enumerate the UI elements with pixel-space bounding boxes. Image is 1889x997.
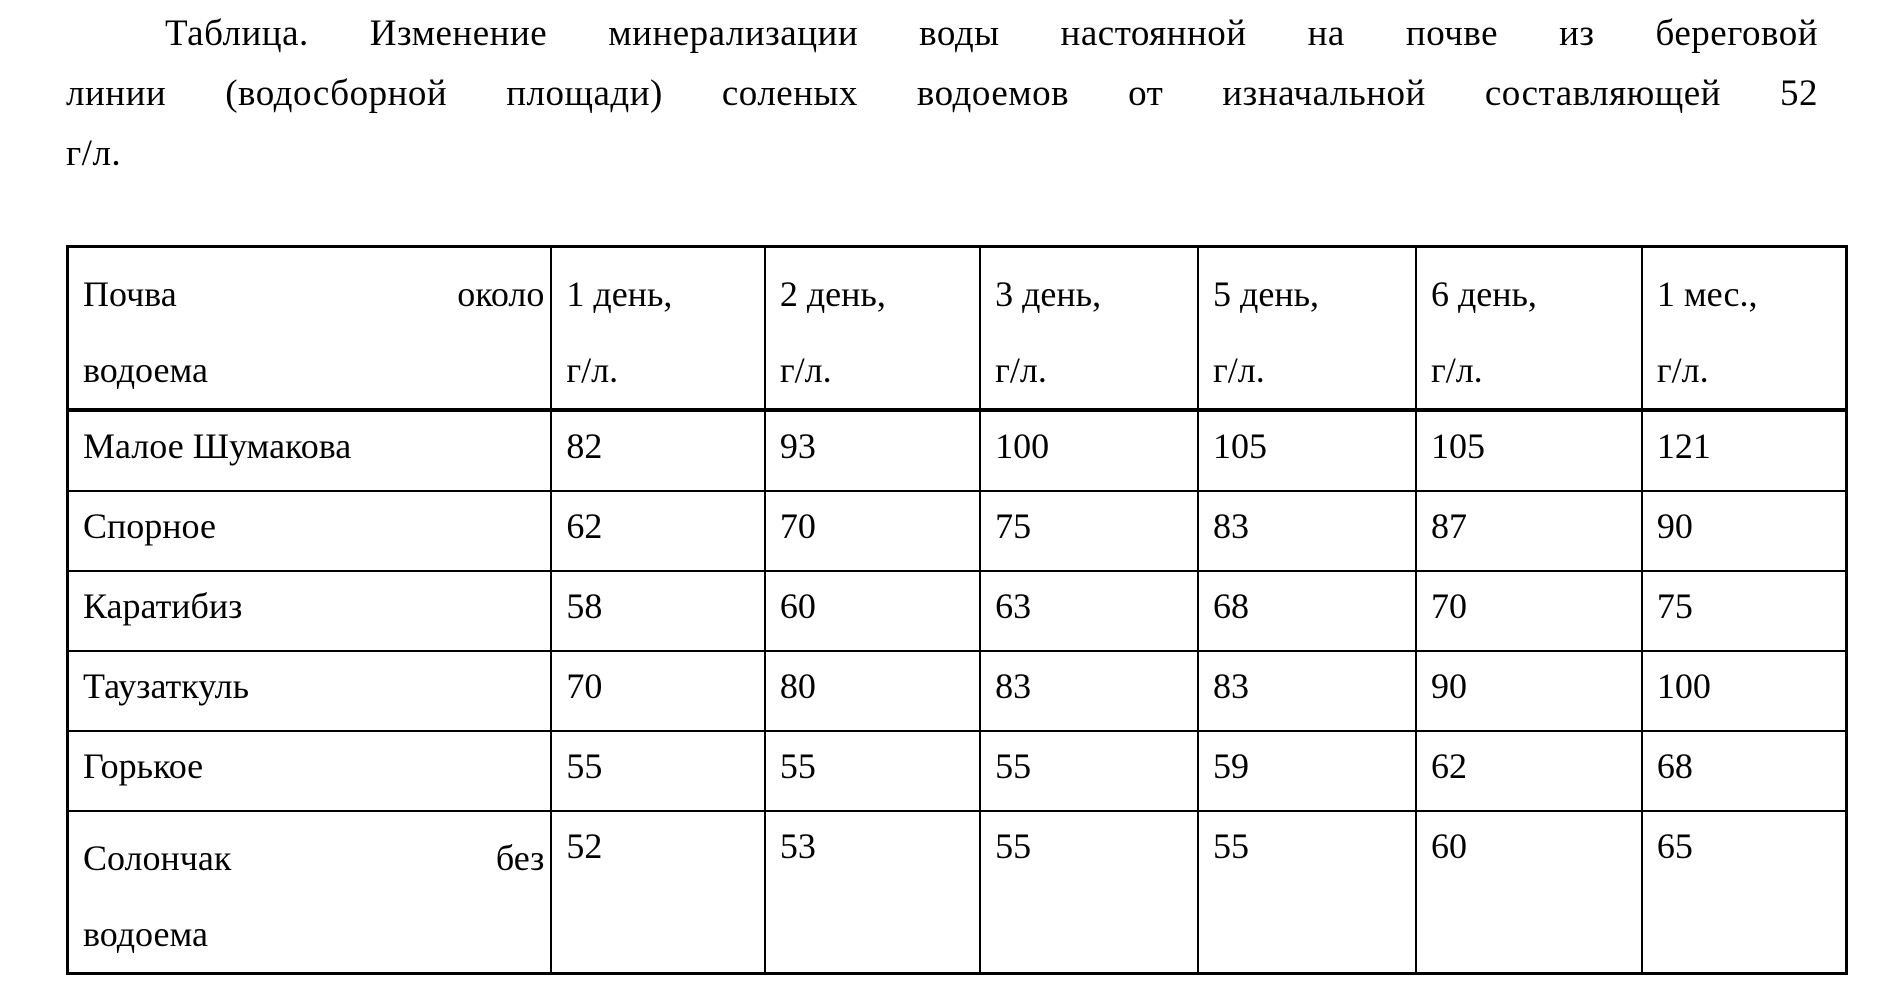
header-day6-line2: г/л. [1430, 350, 1483, 390]
row-label [68, 410, 552, 491]
cell-value: 55 [995, 826, 1032, 866]
table-cell [1416, 651, 1642, 731]
table-cell [1642, 651, 1847, 731]
table-cell [551, 410, 764, 491]
document-title [66, 4, 1818, 184]
table-cell [1198, 811, 1416, 974]
cell-value: 68 [1656, 746, 1693, 786]
cell-value: 60 [1430, 826, 1467, 866]
table-cell [1416, 571, 1642, 651]
header-cell-day5 [1198, 247, 1416, 411]
table-cell [765, 811, 980, 974]
table-cell [765, 410, 980, 491]
header-day5-line2: г/л. [1213, 350, 1265, 390]
row-label-text: Каратибиз [83, 586, 243, 626]
cell-value: 55 [995, 746, 1032, 786]
table-cell [1416, 410, 1642, 491]
cell-value: 105 [1430, 426, 1485, 466]
table-cell [1198, 651, 1416, 731]
table-cell [1198, 410, 1416, 491]
table-cell [1642, 491, 1847, 571]
table-row-gorkoe [68, 731, 1847, 811]
cell-value: 62 [1430, 746, 1467, 786]
table-cell [551, 731, 764, 811]
row-label-text: Малое Шумакова [83, 426, 352, 466]
row-label [68, 491, 552, 571]
table-cell [1416, 811, 1642, 974]
header-cell-day6 [1416, 247, 1642, 411]
table-cell [765, 731, 980, 811]
table-cell [551, 811, 764, 974]
table-cell [980, 571, 1198, 651]
cell-value: 62 [566, 506, 603, 546]
cell-value: 68 [1213, 586, 1250, 626]
cell-value: 55 [779, 746, 816, 786]
row-label [68, 651, 552, 731]
table-cell [1642, 410, 1847, 491]
row-label-text: Горькое [83, 746, 204, 786]
table-cell [1642, 811, 1847, 974]
cell-value: 60 [779, 586, 816, 626]
row-label-line2: водоема [83, 914, 208, 954]
table-cell [1198, 571, 1416, 651]
cell-value: 105 [1213, 426, 1268, 466]
header-day3-line2: г/л. [995, 350, 1047, 390]
table-row-spornoe [68, 491, 1847, 571]
header-soil-line2: водоема [83, 350, 208, 390]
header-day6-line1: 6 день, [1430, 274, 1537, 314]
table-cell [1642, 571, 1847, 651]
cell-value: 70 [1430, 586, 1467, 626]
header-day2-line1: 2 день, [779, 274, 886, 314]
header-day1-line2: г/л. [566, 350, 619, 390]
cell-value: 75 [995, 506, 1032, 546]
cell-value: 52 [566, 826, 603, 866]
header-day3-line1: 3 день, [995, 274, 1102, 314]
table-cell [1642, 731, 1847, 811]
table-cell [551, 571, 764, 651]
table-cell [551, 491, 764, 571]
table-row-solonchak [68, 811, 1847, 974]
row-label-text: Таузаткуль [83, 666, 250, 706]
table-row-tauzatkul [68, 651, 1847, 731]
table-row-karatibiz [68, 571, 1847, 651]
header-month1-line1: 1 мес., [1656, 274, 1758, 314]
table-cell [980, 811, 1198, 974]
cell-value: 100 [995, 426, 1050, 466]
cell-value: 70 [566, 666, 603, 706]
cell-value: 87 [1430, 506, 1467, 546]
header-cell-day1 [551, 247, 764, 411]
table-cell [765, 571, 980, 651]
header-cell-month1 [1642, 247, 1847, 411]
table-cell [765, 491, 980, 571]
table-cell [980, 731, 1198, 811]
cell-value: 83 [1213, 506, 1250, 546]
header-cell-day3 [980, 247, 1198, 411]
table-cell [1198, 731, 1416, 811]
header-day2-line2: г/л. [779, 350, 832, 390]
table-cell [1416, 731, 1642, 811]
cell-value: 83 [995, 666, 1032, 706]
cell-value: 65 [1656, 826, 1693, 866]
cell-value: 83 [1213, 666, 1250, 706]
cell-value: 90 [1656, 506, 1693, 546]
title-line-3: г/л. [66, 133, 122, 174]
table-cell [551, 651, 764, 731]
header-day1-line1: 1 день, [566, 274, 673, 314]
header-row [68, 247, 1847, 411]
table-cell [980, 410, 1198, 491]
table-row-maloe-shumakova [68, 410, 1847, 491]
cell-value: 55 [1213, 826, 1250, 866]
row-label [68, 571, 552, 651]
row-label [68, 811, 552, 974]
table-cell [1416, 491, 1642, 571]
row-label-text: Спорное [83, 506, 216, 546]
cell-value: 70 [779, 506, 816, 546]
cell-value: 90 [1430, 666, 1467, 706]
row-label-line1: Солончак без [83, 838, 545, 878]
header-cell-soil [68, 247, 552, 411]
header-cell-day2 [765, 247, 980, 411]
table-cell [980, 491, 1198, 571]
cell-value: 75 [1656, 586, 1693, 626]
header-month1-line2: г/л. [1656, 350, 1709, 390]
cell-value: 100 [1656, 666, 1711, 706]
cell-value: 121 [1656, 426, 1711, 466]
cell-value: 59 [1213, 746, 1250, 786]
mineralization-table [66, 245, 1848, 975]
title-line-1: Таблица. Изменение минерализации воды настоянной на почве из береговой [165, 13, 1818, 54]
table-cell [765, 651, 980, 731]
cell-value: 53 [779, 826, 816, 866]
cell-value: 93 [779, 426, 816, 466]
table-cell [1198, 491, 1416, 571]
cell-value: 58 [566, 586, 603, 626]
title-line-2: линии (водосборной площади) соленых водоемов от изначальной составляющей 52 [66, 73, 1818, 114]
cell-value: 82 [566, 426, 603, 466]
cell-value: 80 [779, 666, 816, 706]
cell-value: 55 [566, 746, 603, 786]
row-label [68, 731, 552, 811]
header-day5-line1: 5 день, [1213, 274, 1320, 314]
cell-value: 63 [995, 586, 1032, 626]
header-soil-line1: Почва около [83, 274, 545, 314]
table-cell [980, 651, 1198, 731]
